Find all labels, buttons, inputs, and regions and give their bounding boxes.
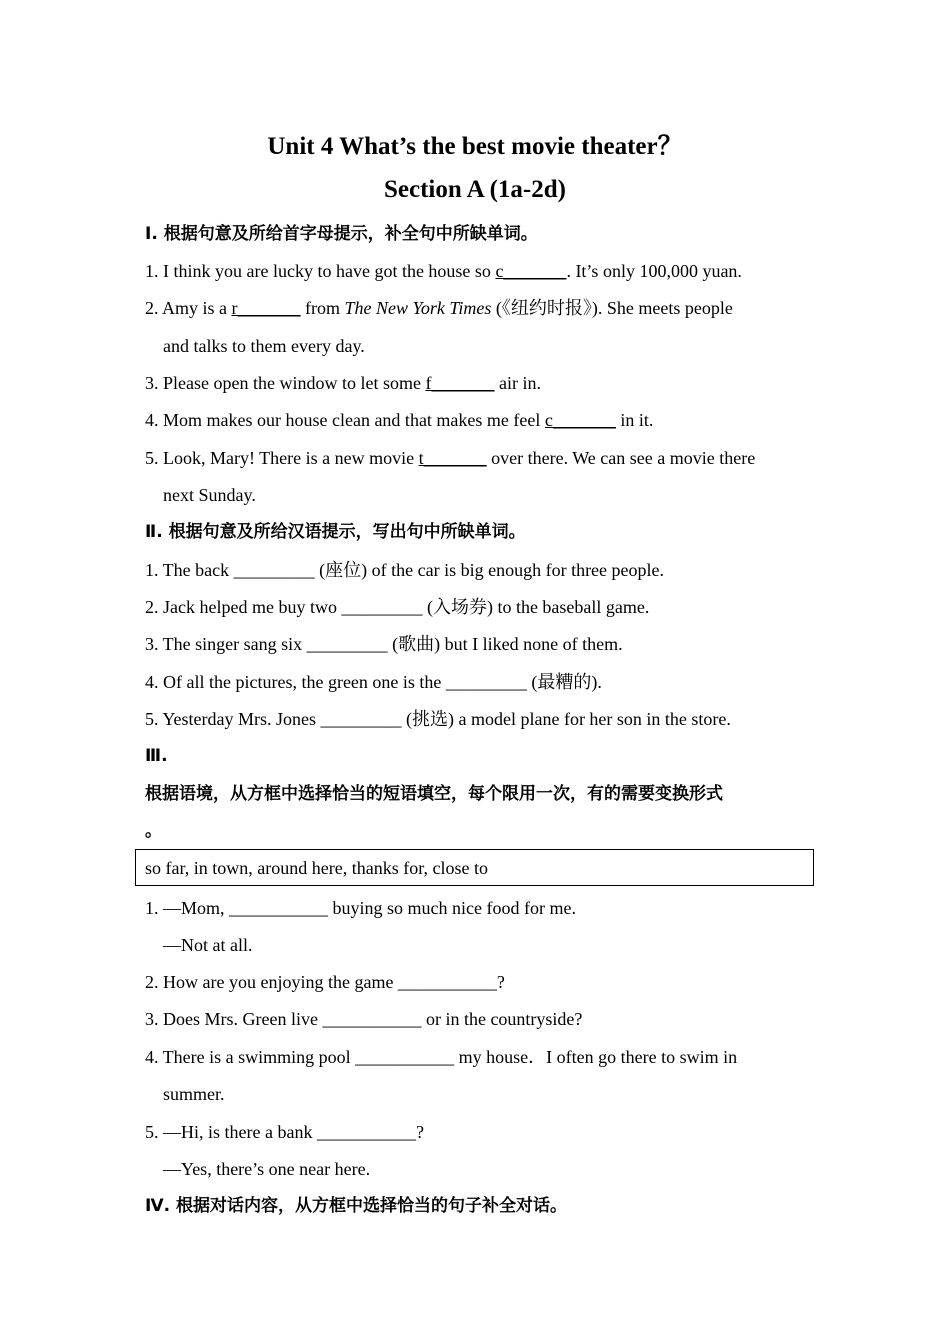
part1-q1: 1. I think you are lucky to have got the house so c_______. It’s only 100,000 yuan.: [145, 261, 742, 281]
part2-q3: 3. The singer sang six _________ (歌曲) but I liked none of them.: [145, 634, 623, 654]
part1-q4: 4. Mom makes our house clean and that makes me feel c_______ in it.: [145, 410, 654, 430]
answer-blank[interactable]: t_______: [418, 448, 487, 468]
part2-q5: 5. Yesterday Mrs. Jones _________ (挑选) a model plane for her son in the store.: [145, 709, 731, 729]
answer-blank[interactable]: r_______: [231, 298, 301, 318]
part3-heading-number: Ⅲ.: [145, 746, 168, 766]
part4-heading: Ⅳ. 根据对话内容，从方框中选择恰当的句子补全对话。: [145, 1196, 568, 1216]
part1-q5: 5. Look, Mary! There is a new movie t_______ over there. We can see a movie there: [145, 448, 756, 468]
part3-q3: 3. Does Mrs. Green live ___________ or in the countryside?: [145, 1009, 583, 1029]
part3-q1-reply: —Not at all.: [163, 935, 253, 955]
part1-heading: Ⅰ. 根据句意及所给首字母提示，补全句中所缺单词。: [145, 224, 538, 244]
part3-q2: 2. How are you enjoying the game ___________?: [145, 972, 505, 992]
part3-q4: 4. There is a swimming pool ___________ my house．I often go there to swim in: [145, 1047, 738, 1067]
part1-q3: 3. Please open the window to let some f_______ air in.: [145, 373, 541, 393]
phrase-box: [135, 849, 814, 886]
part3-heading: 根据语境，从方框中选择恰当的短语填空，每个限用一次，有的需要变换形式: [145, 784, 723, 804]
answer-blank[interactable]: c_______: [495, 261, 567, 281]
part1-q2: 2. Amy is a r_______ from The New York Times (《纽约时报》). She meets people: [145, 298, 733, 318]
part1-q5-continued: next Sunday.: [163, 485, 256, 505]
phrase-list: so far, in town, around here, thanks for, close to: [145, 858, 488, 878]
part3-q5: 5. —Hi, is there a bank ___________?: [145, 1122, 424, 1142]
part1-q2-continued: and talks to them every day.: [163, 336, 365, 356]
part2-q4: 4. Of all the pictures, the green one is the _________ (最糟的).: [145, 672, 602, 692]
page-subtitle: Section A (1a-2d): [384, 176, 566, 203]
part3-q5-reply: —Yes, there’s one near here.: [163, 1159, 371, 1179]
part3-q4-continued: summer.: [163, 1084, 225, 1104]
page-title: Unit 4 What’s the best movie theater？: [267, 133, 683, 160]
part2-q1: 1. The back _________ (座位) of the car is big enough for three people.: [145, 560, 665, 580]
part3-heading-end: 。: [145, 821, 162, 841]
part2-heading: Ⅱ. 根据句意及所给汉语提示，写出句中所缺单词。: [145, 522, 526, 542]
answer-blank[interactable]: c_______: [544, 410, 616, 430]
part3-q1: 1. —Mom, ___________ buying so much nice food for me.: [145, 898, 576, 918]
answer-blank[interactable]: f_______: [425, 373, 495, 393]
part2-q2: 2. Jack helped me buy two _________ (入场券) to the baseball game.: [145, 597, 650, 617]
